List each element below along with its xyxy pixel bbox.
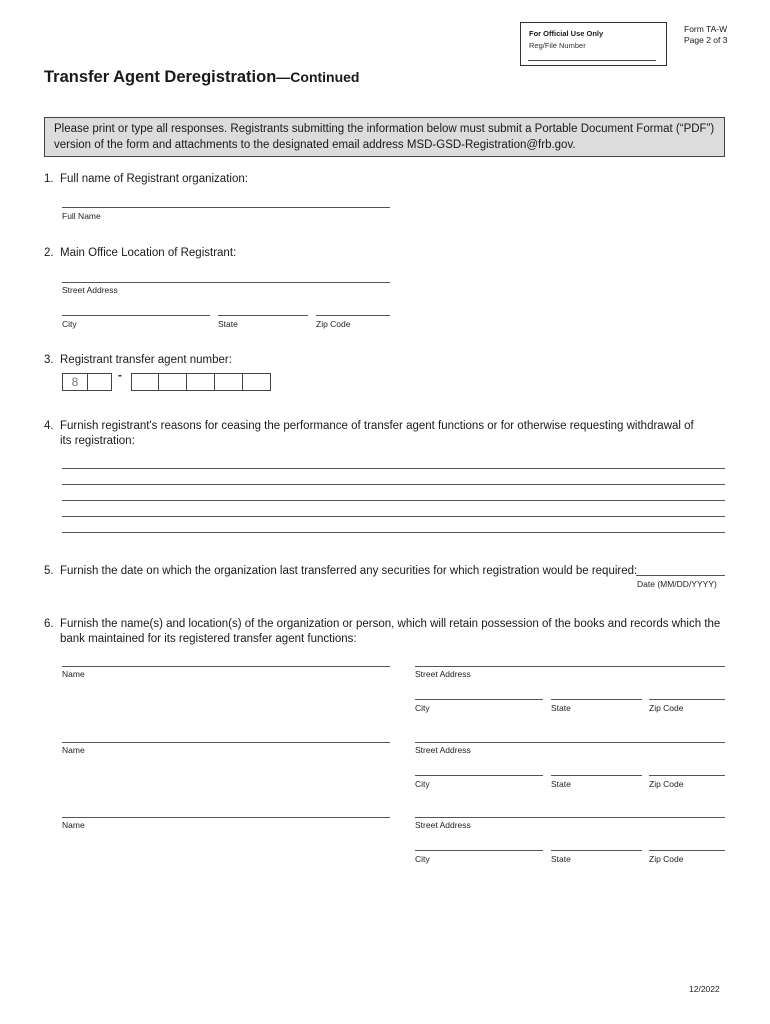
- agent-number-dash: -: [118, 370, 122, 382]
- state-label: State: [551, 854, 571, 864]
- form-identifier: [684, 24, 727, 46]
- question-text-line-1: Furnish registrant's reasons for ceasing the performance of transfer agent functions or for otherwise requesting withdrawal of: [60, 420, 694, 432]
- records-city-field[interactable]: [415, 775, 543, 776]
- date-format-label: Date (MM/DD/YYYY): [637, 579, 717, 589]
- question-1: [44, 172, 248, 187]
- question-number: 1.: [44, 173, 54, 185]
- state-field[interactable]: [218, 315, 308, 316]
- state-label: State: [218, 319, 238, 329]
- question-text-line-2: its registration:: [60, 434, 135, 447]
- records-state-field[interactable]: [551, 699, 642, 700]
- records-state-field[interactable]: [551, 850, 642, 851]
- question-text-line-2: bank maintained for its registered transfer agent functions:: [60, 632, 357, 645]
- street-address-label: Street Address: [415, 745, 471, 755]
- official-use-box: [520, 22, 667, 66]
- question-number: 5.: [44, 565, 54, 577]
- zip-code-field[interactable]: [316, 315, 390, 316]
- question-5: [44, 564, 637, 579]
- street-address-label: Street Address: [415, 669, 471, 679]
- state-label: State: [551, 703, 571, 713]
- zip-code-label: Zip Code: [649, 854, 684, 864]
- question-6: [44, 617, 720, 646]
- question-text: Full name of Registrant organization:: [60, 173, 248, 185]
- records-state-field[interactable]: [551, 775, 642, 776]
- full-name-field[interactable]: [62, 207, 390, 208]
- records-zip-code-field[interactable]: [649, 775, 725, 776]
- city-label: City: [415, 703, 430, 713]
- last-transfer-date-field[interactable]: [636, 575, 725, 576]
- records-city-field[interactable]: [415, 699, 543, 700]
- reg-file-number-label: Reg/File Number: [529, 41, 586, 50]
- question-number: 2.: [44, 247, 54, 259]
- page-title: [44, 68, 360, 87]
- page-title-main: Transfer Agent Deregistration: [44, 68, 277, 86]
- zip-code-label: Zip Code: [649, 703, 684, 713]
- full-name-label: Full Name: [62, 211, 101, 221]
- zip-code-label: Zip Code: [649, 779, 684, 789]
- agent-number-prefix-digit-2[interactable]: [87, 373, 112, 391]
- reasons-line[interactable]: [62, 532, 725, 533]
- reasons-line[interactable]: [62, 516, 725, 517]
- city-label: City: [415, 854, 430, 864]
- name-label: Name: [62, 745, 85, 755]
- page-title-suffix: —Continued: [276, 69, 360, 85]
- reasons-line[interactable]: [62, 468, 725, 469]
- reg-file-number-field[interactable]: [528, 60, 656, 61]
- question-text-line-1: Furnish the name(s) and location(s) of the organization or person, which will retain possession of the books and records which the: [60, 618, 721, 630]
- city-label: City: [62, 319, 77, 329]
- records-holder-name-field[interactable]: [62, 817, 390, 818]
- instructions-notice: Please print or type all responses. Registrants submitting the information below must submit a Portable Document Format (“PDF”) version of the form and attachments to the designated email address MSD-GSD-Registration@frb.gov.: [44, 117, 725, 157]
- records-holder-name-field[interactable]: [62, 666, 390, 667]
- revision-date: 12/2022: [689, 984, 720, 994]
- state-label: State: [551, 779, 571, 789]
- city-label: City: [415, 779, 430, 789]
- records-zip-code-field[interactable]: [649, 699, 725, 700]
- page-number: Page 2 of 3: [684, 35, 728, 45]
- records-city-field[interactable]: [415, 850, 543, 851]
- reasons-line[interactable]: [62, 484, 725, 485]
- agent-number-prefix-box: 8: [62, 373, 88, 391]
- question-text: Main Office Location of Registrant:: [60, 247, 237, 259]
- question-2: [44, 246, 236, 261]
- records-street-address-field[interactable]: [415, 817, 725, 818]
- question-3: [44, 353, 232, 368]
- official-use-title: For Official Use Only: [529, 29, 604, 38]
- question-number: 4.: [44, 420, 54, 432]
- question-4: [44, 419, 694, 448]
- agent-number-digit-box[interactable]: [242, 373, 271, 391]
- agent-number-digit-box[interactable]: [131, 373, 159, 391]
- question-number: 3.: [44, 354, 54, 366]
- zip-code-label: Zip Code: [316, 319, 351, 329]
- question-number: 6.: [44, 618, 54, 630]
- name-label: Name: [62, 820, 85, 830]
- records-holder-name-field[interactable]: [62, 742, 390, 743]
- records-street-address-field[interactable]: [415, 742, 725, 743]
- street-address-field[interactable]: [62, 282, 390, 283]
- records-zip-code-field[interactable]: [649, 850, 725, 851]
- question-text: Furnish the date on which the organization last transferred any securities for which registration would be required:: [60, 565, 638, 577]
- agent-number-digit-box[interactable]: [186, 373, 215, 391]
- agent-number-digit-box[interactable]: [158, 373, 187, 391]
- name-label: Name: [62, 669, 85, 679]
- form-name: Form TA-W: [684, 24, 728, 34]
- question-text: Registrant transfer agent number:: [60, 354, 232, 366]
- street-address-label: Street Address: [415, 820, 471, 830]
- city-field[interactable]: [62, 315, 210, 316]
- reasons-line[interactable]: [62, 500, 725, 501]
- agent-number-digit-box[interactable]: [214, 373, 243, 391]
- street-address-label: Street Address: [62, 285, 118, 295]
- records-street-address-field[interactable]: [415, 666, 725, 667]
